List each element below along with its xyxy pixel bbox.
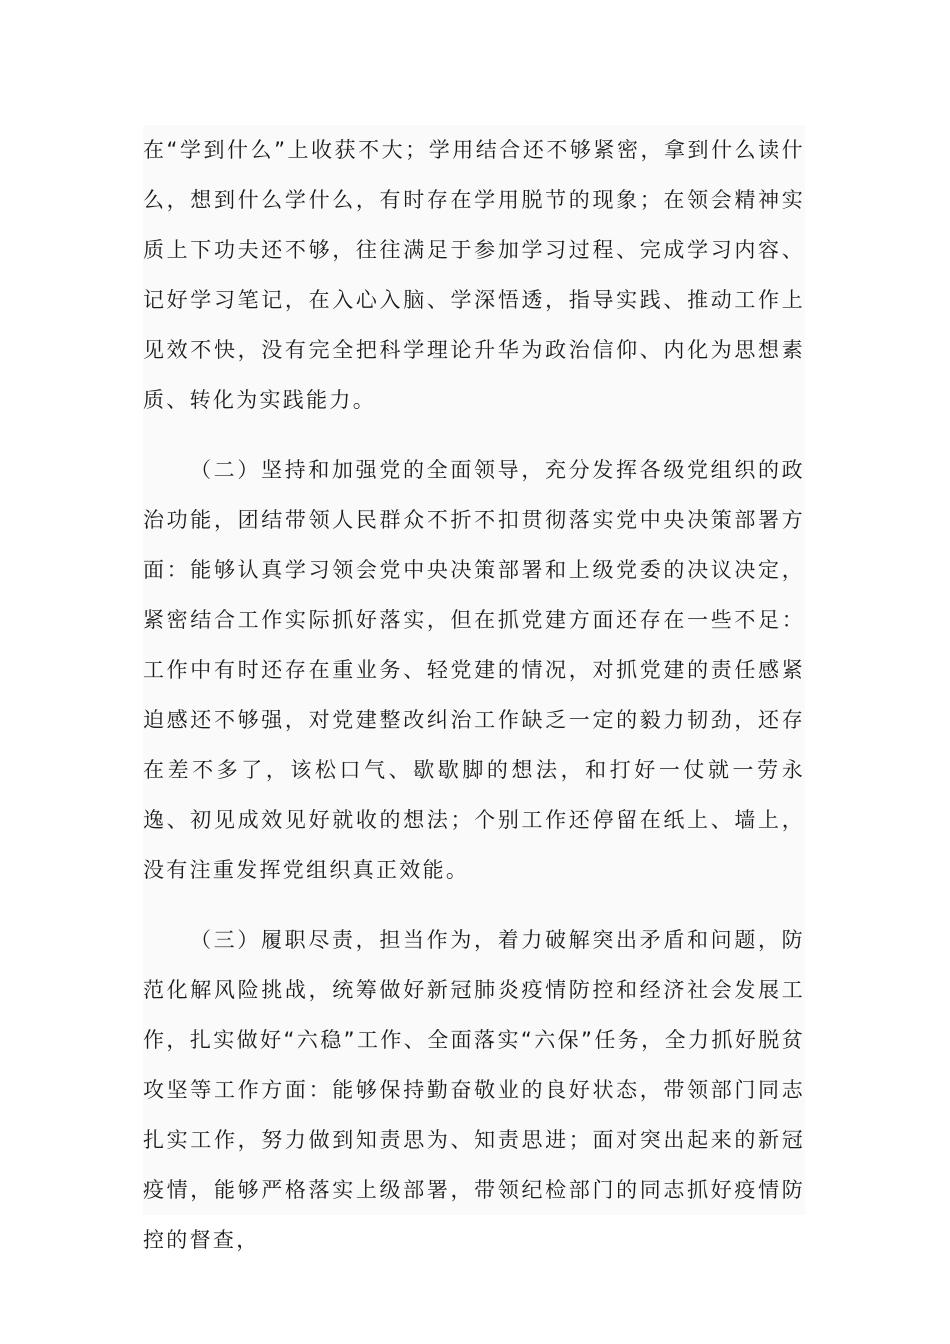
paragraph-1: 在“学到什么”上收获不大；学用结合还不够紧密，拿到什么读什么，想到什么学什么，有时存在学用脱节的现象；在领会精神实质上下功夫还不够，往往满足于参加学习过程、完成学习内容、记好学习笔记，在入心入脑、学深悟透，指导实践、推动工作上见效不快，没有完全把科学理论升华为政治信仰、内化为思想素质、转化为实践能力。 (143, 138, 805, 412)
paragraph-2: （二）坚持和加强党的全面领导，充分发挥各级党组织的政治功能，团结带领人民群众不折不扣贯彻落实党中央决策部署方面：能够认真学习领会党中央决策部署和上级党委的决议决定，紧密结合工作实际抓好落实，但在抓党建方面还存在一些不足：工作中有时还存在重业务、轻党建的情况，对抓党建的责任感紧迫感还不够强，对党建整改纠治工作缺乏一定的毅力韧劲，还存在差不多了，该松口气、歇歇脚的想法，和打好一仗就一劳永逸、初见成效见好就收的想法；个别工作还停留在纸上、墙上，没有注重发挥党组织真正效能。 (143, 458, 805, 882)
document-text-block (143, 125, 805, 1252)
paragraph-3: （三）履职尽责，担当作为，着力破解突出矛盾和问题，防范化解风险挑战，统筹做好新冠肺炎疫情防控和经济社会发展工作，扎实做好“六稳”工作、全面落实“六保”任务，全力抓好脱贫攻坚等工作方面：能够保持勤奋敬业的良好状态，带领部门同志扎实工作，努力做到知责思为、知责思进；面对突出起来的新冠疫情，能够严格落实上级部署，带领纪检部门的同志抓好疫情防控的督查， (143, 928, 805, 1252)
